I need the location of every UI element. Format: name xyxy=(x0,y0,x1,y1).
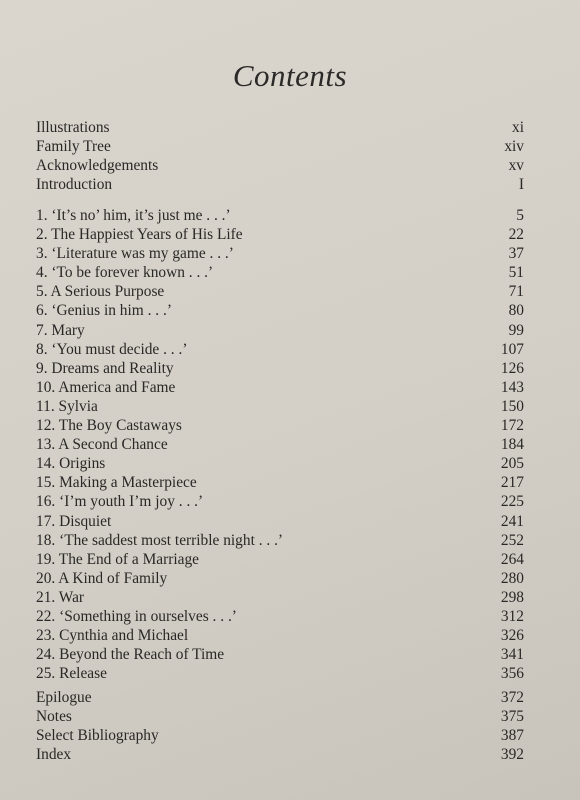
toc-entry-title: 16. ‘I’m youth I’m joy . . .’ xyxy=(36,493,204,511)
toc-entry-title: 18. ‘The saddest most terrible night . . .’ xyxy=(36,531,284,549)
toc-entry-title: 7. Mary xyxy=(36,321,85,339)
toc-entry-title: 23. Cynthia and Michael xyxy=(36,627,189,645)
toc-entry xyxy=(36,726,524,745)
toc-entry xyxy=(36,707,524,726)
toc-chapter-entry xyxy=(36,550,524,569)
toc-page-number: 252 xyxy=(500,531,524,549)
toc-chapter-entry xyxy=(36,607,524,626)
toc-entry-title: Select Bibliography xyxy=(36,727,159,745)
toc-page-number: 22 xyxy=(508,226,524,244)
toc-entry-title: 6. ‘Genius in him . . .’ xyxy=(36,302,172,320)
toc-chapter-entry xyxy=(36,263,524,282)
toc-chapters xyxy=(36,206,524,683)
toc-chapter-entry xyxy=(36,512,524,531)
toc-entry xyxy=(36,156,524,175)
toc-entry-title: 8. ‘You must decide . . .’ xyxy=(36,340,188,358)
toc-entry-title: Introduction xyxy=(36,176,113,194)
toc-entry-title: 24. Beyond the Reach of Time xyxy=(36,646,225,664)
toc-entry-title: Family Tree xyxy=(36,138,111,156)
toc-entry-title: Index xyxy=(36,746,72,764)
toc-page-number: 80 xyxy=(508,302,524,320)
toc-page-number: 205 xyxy=(500,455,524,473)
toc-chapter-entry xyxy=(36,626,524,645)
toc-entry-title: 22. ‘Something in ourselves . . .’ xyxy=(36,607,237,625)
toc-page-number: I xyxy=(518,176,524,194)
toc-entry-title: 1. ‘It’s no’ him, it’s just me . . .’ xyxy=(36,207,231,224)
toc-entry-title: 14. Origins xyxy=(36,455,106,473)
toc-entry-title: 19. The End of a Marriage xyxy=(36,550,199,568)
toc-chapter-entry xyxy=(36,588,524,607)
toc-entry xyxy=(36,745,524,764)
toc-chapter-entry xyxy=(36,282,524,301)
toc-page-number: 99 xyxy=(508,321,524,339)
toc-chapter-entry xyxy=(36,454,524,473)
toc-chapter-entry xyxy=(36,301,524,320)
toc-entry xyxy=(36,118,524,137)
toc-entry xyxy=(36,175,524,194)
toc-page-number: xiv xyxy=(504,138,524,156)
toc-entry-title: 20. A Kind of Family xyxy=(36,569,168,587)
toc-entry-title: 17. Disquiet xyxy=(36,512,112,530)
toc-page-number: 51 xyxy=(508,264,524,282)
toc-page-number: 225 xyxy=(500,493,524,511)
toc-chapter-entry xyxy=(36,397,524,416)
toc-page-number: 126 xyxy=(500,359,524,377)
toc-page-number: 150 xyxy=(500,397,524,415)
toc-front-matter xyxy=(36,118,524,194)
toc-chapter-entry xyxy=(36,435,524,454)
toc-entry-title: 15. Making a Masterpiece xyxy=(36,474,197,492)
toc-back-matter xyxy=(36,688,524,764)
toc-entry-title: 25. Release xyxy=(36,665,107,683)
toc-entry-title: 9. Dreams and Reality xyxy=(36,359,174,377)
toc-entry-title: 21. War xyxy=(36,588,85,606)
toc-entry-title: 5. A Serious Purpose xyxy=(36,283,165,301)
toc-page-number: 5 xyxy=(516,207,524,224)
toc-entry-title: 12. The Boy Castaways xyxy=(36,417,182,435)
toc-page-number: 298 xyxy=(500,588,524,606)
toc-chapter-entry xyxy=(36,378,524,397)
toc-entry-title: 2. The Happiest Years of His Life xyxy=(36,226,243,244)
toc-chapter-entry xyxy=(36,664,524,683)
toc-entry-title: 3. ‘Literature was my game . . .’ xyxy=(36,245,234,263)
toc-chapter-entry xyxy=(36,340,524,359)
toc-entry xyxy=(36,137,524,156)
toc-chapter-entry xyxy=(36,416,524,435)
toc-page-number: 341 xyxy=(500,646,524,664)
toc-entry-title: 4. ‘To be forever known . . .’ xyxy=(36,264,214,282)
toc-page-number: 143 xyxy=(500,378,524,396)
toc-page-number: xi xyxy=(512,119,524,136)
toc-page-number: 280 xyxy=(500,569,524,587)
toc-page-number: 356 xyxy=(500,665,524,683)
toc-page-number: 217 xyxy=(500,474,524,492)
toc-chapter-entry xyxy=(36,473,524,492)
toc-entry-title: 13. A Second Chance xyxy=(36,436,168,454)
toc-page-number: 392 xyxy=(500,746,524,764)
toc-chapter-entry xyxy=(36,244,524,263)
toc-page-number: 241 xyxy=(500,512,524,530)
toc-page-number: 372 xyxy=(500,689,524,706)
toc-chapter-entry xyxy=(36,531,524,550)
toc-chapter-entry xyxy=(36,492,524,511)
toc-entry-title: Illustrations xyxy=(36,119,110,136)
toc-page-number: 387 xyxy=(500,727,524,745)
toc-entry-title: 11. Sylvia xyxy=(36,397,98,415)
toc-chapter-entry xyxy=(36,569,524,588)
toc-entry-title: Notes xyxy=(36,708,72,726)
toc-page-number: 312 xyxy=(500,607,524,625)
page-title: Contents xyxy=(232,58,348,93)
toc-chapter-entry xyxy=(36,645,524,664)
toc-page-number: 172 xyxy=(500,417,524,435)
toc-page-number: 107 xyxy=(500,340,524,358)
toc-entry-title: 10. America and Fame xyxy=(36,378,176,396)
toc-page-number: 326 xyxy=(500,627,524,645)
toc-chapter-entry xyxy=(36,225,524,244)
toc-entry xyxy=(36,688,524,707)
toc-chapter-entry xyxy=(36,359,524,378)
toc-page-number: 37 xyxy=(508,245,524,263)
toc-page-number: xv xyxy=(508,157,524,175)
toc-page-number: 264 xyxy=(500,550,524,568)
toc-entry-title: Epilogue xyxy=(36,689,92,706)
toc-page-number: 184 xyxy=(500,436,524,454)
toc-chapter-entry xyxy=(36,321,524,340)
toc-chapter-entry xyxy=(36,206,524,225)
toc-entry-title: Acknowledgements xyxy=(36,157,159,175)
toc-page-number: 71 xyxy=(508,283,524,301)
toc-page-number: 375 xyxy=(500,708,524,726)
